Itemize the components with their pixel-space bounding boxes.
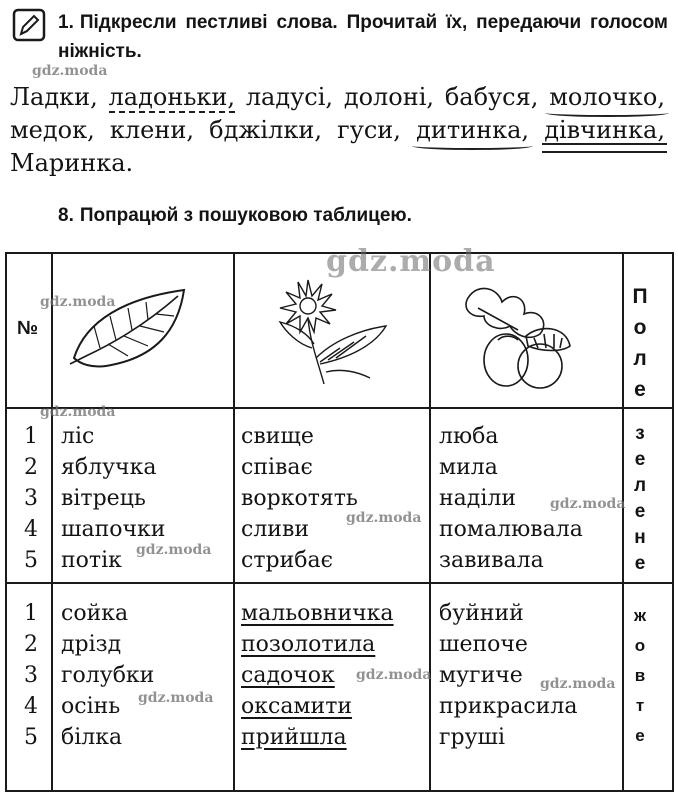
exercise1-words <box>10 81 665 180</box>
table-cell: потік <box>61 548 122 573</box>
exercise8-instruction: Попрацюй з пошуковою таблицею. <box>79 205 412 226</box>
word: Ладки, <box>10 83 98 111</box>
row-number: 4 <box>24 694 38 719</box>
group1-column2 <box>241 421 358 576</box>
exercise8-number: 8. <box>58 205 74 226</box>
watermark: gdz.moda <box>346 510 422 526</box>
table-cell: ліс <box>61 424 95 449</box>
word: молочко, <box>549 81 665 114</box>
group2-numbers <box>16 598 46 753</box>
word: бджілки, <box>209 116 322 144</box>
table-cell: садочок <box>241 663 335 688</box>
side-letter: е <box>634 501 646 522</box>
word: бабуся, <box>444 83 539 111</box>
row-number: 1 <box>24 424 38 449</box>
table-cell: люба <box>439 424 499 449</box>
table-cell: свище <box>241 424 314 449</box>
table-cell: осінь <box>61 694 121 719</box>
table-cell: груші <box>439 725 506 750</box>
row-number: 1 <box>24 601 38 626</box>
acorn-icon <box>458 278 588 393</box>
table-cell: дрізд <box>61 632 122 657</box>
word: Маринка. <box>10 149 134 177</box>
watermark: gdz.moda <box>32 63 108 79</box>
word: гуси, <box>337 116 401 144</box>
table-cell: воркотять <box>241 486 358 511</box>
table-cell: вітрець <box>61 486 146 511</box>
side-letter: в <box>634 666 646 685</box>
side-letter: е <box>634 553 646 574</box>
side-header-pole <box>625 281 655 405</box>
table-cell: помалювала <box>439 517 583 542</box>
table-cell: прикрасила <box>439 694 578 719</box>
watermark: gdz.moda <box>540 676 616 692</box>
side-letter: е <box>634 449 646 470</box>
table-cell: мила <box>439 455 498 480</box>
table-cell: стрибає <box>241 548 333 573</box>
table-cell: сливи <box>241 517 310 542</box>
word: ладусі, <box>245 83 334 111</box>
group2-column1 <box>61 598 154 753</box>
side-header-letter: л <box>633 347 647 370</box>
exercise8-title <box>58 202 658 230</box>
table-cell: білка <box>61 725 123 750</box>
row-number: 5 <box>24 548 38 573</box>
word: медок, <box>10 116 95 144</box>
watermark: gdz.moda <box>356 667 432 683</box>
table-cell: буйний <box>439 601 524 626</box>
word: клени, <box>109 116 194 144</box>
side-letter: ж <box>633 606 647 625</box>
side-letter: т <box>635 696 645 715</box>
table-cell: позолотила <box>241 632 376 657</box>
side-header-letter: е <box>634 378 646 401</box>
side-letter: н <box>634 527 646 548</box>
side-letter: е <box>635 726 645 745</box>
table-cell: наділи <box>439 486 516 511</box>
exercise1-number: 1. <box>58 12 74 33</box>
group1-numbers <box>16 421 46 576</box>
side-header-letter: П <box>632 285 648 308</box>
table-cell: шапочки <box>61 517 166 542</box>
row-number: 2 <box>24 632 38 657</box>
pencil-square-icon <box>12 8 46 42</box>
side-header-letter: о <box>633 316 647 339</box>
group1-side-letters <box>625 421 655 577</box>
exercise1-instruction: Підкресли пестливі слова. Прочитай їх, передаючи голосом ніжність. <box>58 12 668 62</box>
row-number: 5 <box>24 725 38 750</box>
table-cell: співає <box>241 455 313 480</box>
table-cell: голубки <box>61 663 155 688</box>
watermark: gdz.moda <box>138 690 214 706</box>
table-cell: оксамити <box>241 694 353 719</box>
side-letter: л <box>633 475 647 496</box>
side-letter: о <box>634 636 646 655</box>
side-letter: з <box>635 423 645 444</box>
watermark: gdz.moda <box>40 294 116 310</box>
row-number: 3 <box>24 486 38 511</box>
row-number: 2 <box>24 455 38 480</box>
table-cell: завивала <box>439 548 544 573</box>
table-cell: сойка <box>61 601 129 626</box>
group2-side-letters <box>625 601 655 751</box>
watermark-large: gdz.moda <box>326 244 496 279</box>
table-cell: шепоче <box>439 632 528 657</box>
word: дівчинка, <box>544 114 665 147</box>
table-cell: мугиче <box>439 663 523 688</box>
row-number: 3 <box>24 663 38 688</box>
table-cell: яблучка <box>61 455 157 480</box>
word: дитинка, <box>416 114 529 147</box>
exercise1-title <box>58 8 668 66</box>
watermark: gdz.moda <box>550 496 626 512</box>
flower-icon <box>262 272 392 392</box>
word: долоні, <box>343 83 435 111</box>
watermark: gdz.moda <box>40 404 116 420</box>
table-cell: мальовничка <box>241 601 394 626</box>
table-cell: прийшла <box>241 725 347 750</box>
row-number: 4 <box>24 517 38 542</box>
word: ладоньки, <box>109 81 235 114</box>
watermark: gdz.moda <box>136 542 212 558</box>
table-header-number: № <box>17 318 39 339</box>
